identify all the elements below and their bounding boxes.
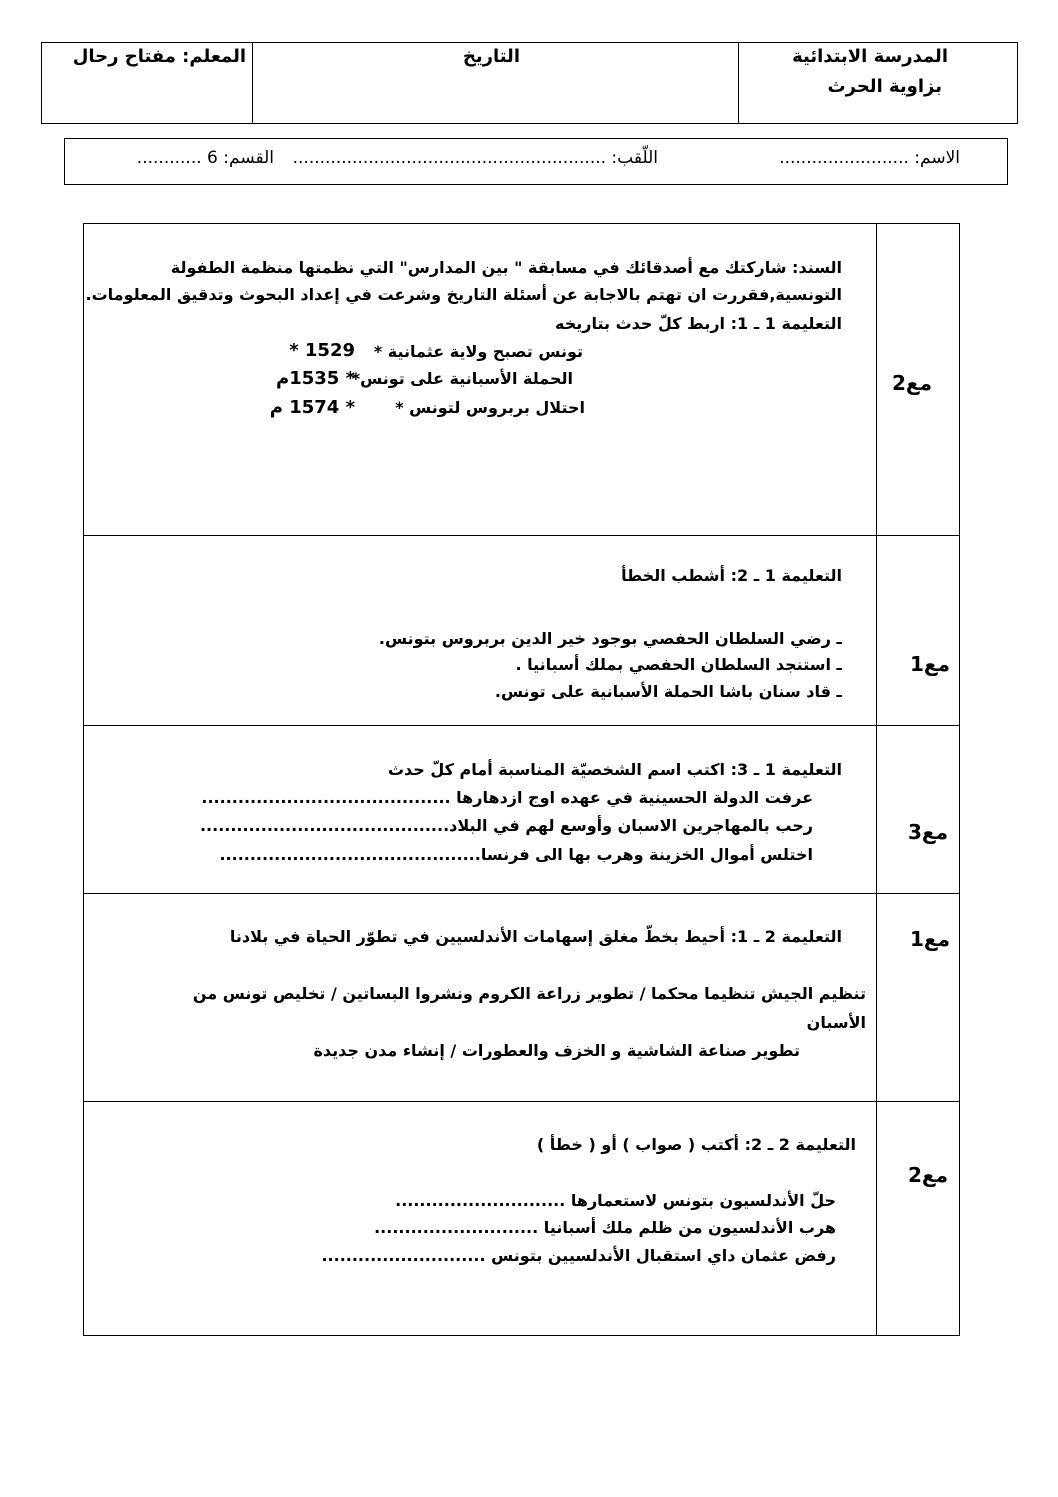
section1-event: الحملة الأسبانية على تونس* [351,369,573,388]
section3-item[interactable]: رحب بالمهاجرين الاسبان وأوسع لهم في البلاد......................................... [199,816,813,835]
score-column-divider [876,223,877,1336]
school-name-line2: بزاوية الحرث [827,76,942,97]
section2-item[interactable]: ـ قاد سنان باشا الحملة الأسبانية على تونس. [494,682,842,701]
section1-date: * 1529 [289,340,355,361]
section3-instruction: التعليمة 1 ـ 3: اكتب اسم الشخصيّة المناسبة أمام كلّ حدث [387,760,842,779]
school-name-line1: المدرسة الابتدائية [792,46,948,67]
section2-item[interactable]: ـ رضي السلطان الحفصي بوجود خير الدين بربروس بتونس. [378,629,842,648]
section5-item[interactable]: هرب الأندلسيون من ظلم ملك أسبانيا ........................... [374,1218,836,1237]
section4-score: مع1 [910,927,950,951]
section5-instruction: التعليمة 2 ـ 2: أكتب ( صواب ) أو ( خطأ ) [536,1135,856,1154]
section1-event: تونس تصبح ولاية عثمانية * [373,342,583,361]
section2-score: مع1 [910,652,950,676]
subject-title: التاريخ [462,46,520,67]
row-divider-3 [83,893,960,894]
section3-item[interactable]: عرفت الدولة الحسينية في عهده اوج ازدهارها ......................................... [201,788,813,807]
section5-score: مع2 [908,1163,948,1187]
section5-item[interactable]: حلّ الأندلسيون بتونس لاستعمارها ............................ [395,1191,836,1210]
student-class-field[interactable]: القسم: 6 ............ [136,148,274,168]
section1-event: احتلال بربروس لتونس * [395,398,585,417]
section3-item[interactable]: اختلس أموال الخزينة وهرب بها الى فرنسا........................................... [219,845,813,864]
exam-table [83,223,960,1336]
section4-options-line2[interactable]: الأسبان [806,1013,866,1032]
header-divider-2 [738,42,739,124]
section1-context-line2: التونسية,فقررت ان تهتم بالاجابة عن أسئلة التاريخ وشرعت في إعداد البحوث وتدقيق المعلومات. [85,285,842,304]
student-name-field[interactable]: الاسم: ........................ [779,148,960,168]
teacher-name: المعلم: مفتاح رحال [72,46,246,67]
row-divider-1 [83,535,960,536]
section2-instruction: التعليمة 1 ـ 2: أشطب الخطأ [621,566,842,585]
row-divider-4 [83,1101,960,1102]
header-divider-1 [252,42,253,124]
section1-instruction: التعليمة 1 ـ 1: اربط كلّ حدث بتاريخه [555,314,842,333]
section4-options-line1[interactable]: تنظيم الجيش تنظيما محكما / تطوير زراعة الكروم ونشروا البساتين / تخليص تونس من [192,984,866,1003]
section3-score: مع3 [908,820,948,844]
section2-item[interactable]: ـ استنجد السلطان الحفصي بملك أسبانيا . [515,655,842,674]
section4-options-line3[interactable]: تطوير صناعة الشاشية و الخزف والعطورات / إنشاء مدن جديدة [313,1041,800,1060]
section1-date: * 1535م [276,368,355,389]
section1-context-line1: السند: شاركتك مع أصدقائك في مسابقة " بين المدارس" التي نظمتها منظمة الطفولة [170,258,842,277]
row-divider-2 [83,725,960,726]
section5-item[interactable]: رفض عثمان داي استقبال الأندلسيين بتونس ........................... [321,1246,836,1265]
section1-score: مع2 [892,371,932,395]
student-surname-field[interactable]: اللّقب: .......................................................... [292,148,658,168]
section4-instruction: التعليمة 2 ـ 1: أحيط بخطّ مغلق إسهامات الأندلسيين في تطوّر الحياة في بلادنا [229,927,842,946]
section1-date: * 1574 م [269,397,355,418]
